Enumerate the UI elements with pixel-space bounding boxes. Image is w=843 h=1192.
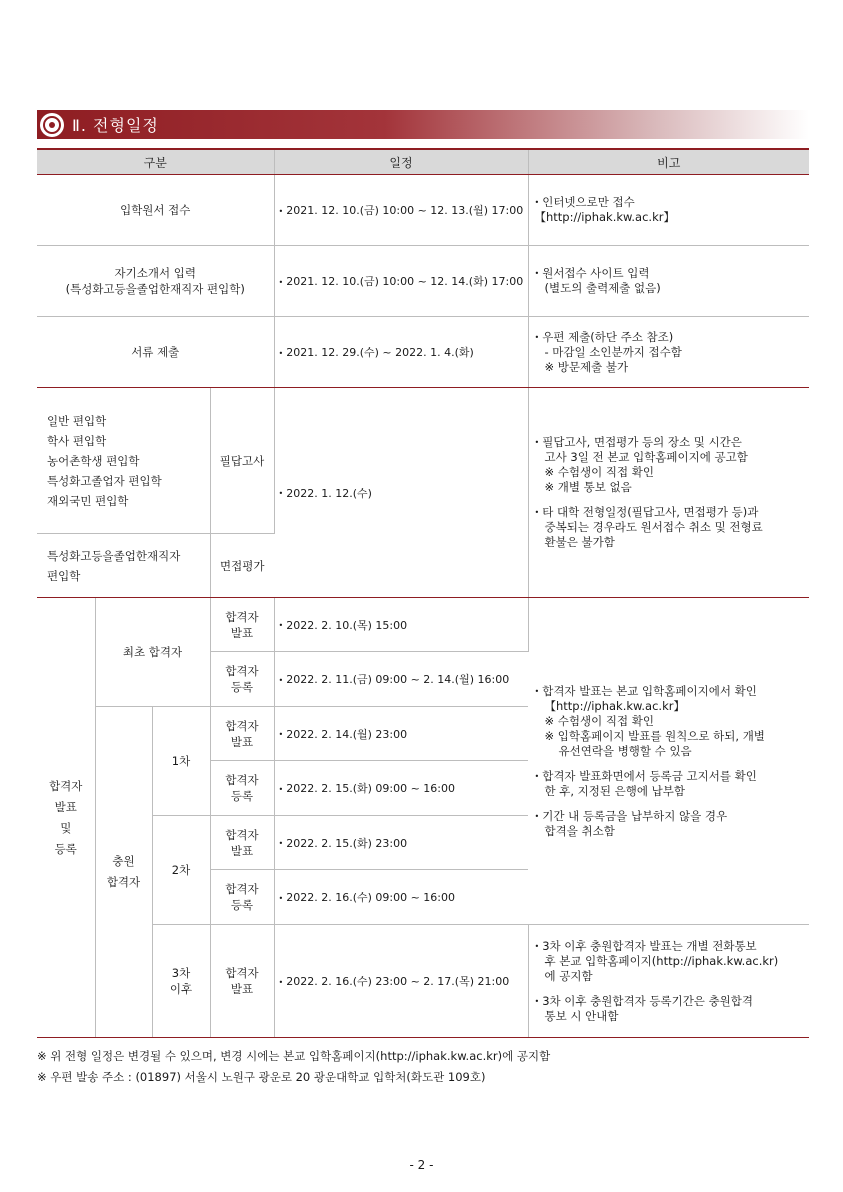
round-2-label: 2차	[152, 816, 210, 925]
application-note: • 인터넷으로만 접수 【http://iphak.kw.ac.kr】	[528, 175, 809, 246]
results-note: • 합격자 발표는 본교 입학홈페이지에서 확인 【http://iphak.kw.ac.kr】 ※ 수험생이 직접 확인 ※ 입학홈페이지 발표를 원칙으로 하되, 개별 유선연락을 병행할 수 있음 • 합격자 발표화면에서 등록금 고지서를 확인 한 후, 지정된 은행에 납부함 • 기간 내 등록금을 납부하지 않을 경우 합격을 취소함	[528, 598, 809, 925]
footnote-mailing-address: ※ 우편 발송 주소 : (01897) 서울시 노원구 광운로 20 광운대학교 입학처(화도관 109호)	[37, 1070, 486, 1084]
special-admission-label: 특성화고등을졸업한재직자 편입학	[37, 534, 210, 598]
register-label: 합격자 등록	[210, 870, 274, 925]
header-remarks: 비고	[528, 149, 809, 175]
section-title: Ⅱ. 전형일정	[72, 116, 159, 135]
register-label: 합격자 등록	[210, 652, 274, 707]
round-1-register-date: • 2022. 2. 15.(화) 09:00 ~ 16:00	[274, 761, 528, 816]
initial-announce-date: • 2022. 2. 10.(목) 15:00	[274, 598, 528, 652]
documents-note: • 우편 제출(하단 주소 참조) - 마감일 소인분까지 접수함 ※ 방문제출 불가	[528, 317, 809, 388]
essay-note: • 원서접수 사이트 입력 (별도의 출력제출 없음)	[528, 246, 809, 317]
announce-label: 합격자 발표	[210, 816, 274, 870]
round-3-note: • 3차 이후 충원합격자 발표는 개별 전화통보 후 본교 입학홈페이지(http://iphak.kw.ac.kr) 에 공지함 • 3차 이후 충원합격자 등록기간은 충원합격 통보 시 안내함	[528, 925, 809, 1038]
documents-label: 서류 제출	[37, 317, 274, 388]
application-date: • 2021. 12. 10.(금) 10:00 ~ 12. 13.(월) 17:00	[274, 175, 528, 246]
exam-note: • 필답고사, 면접평가 등의 장소 및 시간은 고사 3일 전 본교 입학홈페이지에 공고함 ※ 수험생이 직접 확인 ※ 개별 통보 없음 • 타 대학 전형일정(필답고사, 면접평가 등)과 중복되는 경우라도 원서접수 취소 및 전형료 환불은 불가함	[528, 388, 809, 598]
table-row	[37, 246, 809, 317]
additional-admit-label: 충원 합격자	[95, 707, 152, 1038]
round-2-register-date: • 2022. 2. 16.(수) 09:00 ~ 16:00	[274, 870, 528, 925]
section-header	[37, 110, 809, 139]
table-row	[37, 598, 809, 652]
exam-date: • 2022. 1. 12.(수)	[274, 388, 528, 598]
table-row	[37, 388, 809, 534]
table-row	[37, 925, 809, 1038]
footnote-schedule-change: ※ 위 전형 일정은 변경될 수 있으며, 변경 시에는 본교 입학홈페이지(http://iphak.kw.ac.kr)에 공지함	[37, 1049, 551, 1063]
round-3-label: 3차 이후	[152, 925, 210, 1038]
initial-register-date: • 2022. 2. 11.(금) 09:00 ~ 2. 14.(월) 16:00	[274, 652, 528, 707]
page-number: - 2 -	[409, 1158, 434, 1172]
header-category: 구분	[37, 149, 274, 175]
application-label: 입학원서 접수	[37, 175, 274, 246]
header-schedule: 일정	[274, 149, 528, 175]
announce-label: 합격자 발표	[210, 598, 274, 652]
table-row	[37, 175, 809, 246]
round-1-label: 1차	[152, 707, 210, 816]
essay-label: 자기소개서 입력 (특성화고등을졸업한재직자 편입학)	[37, 246, 274, 317]
table-row	[37, 317, 809, 388]
round-3-announce-date: • 2022. 2. 16.(수) 23:00 ~ 2. 17.(목) 21:00	[274, 925, 528, 1038]
round-1-announce-date: • 2022. 2. 14.(월) 23:00	[274, 707, 528, 761]
application-url: 【http://iphak.kw.ac.kr】	[534, 210, 675, 224]
schedule-table	[37, 148, 809, 1038]
documents-date: • 2021. 12. 29.(수) ~ 2022. 1. 4.(화)	[274, 317, 528, 388]
written-exam-label: 필답고사	[210, 388, 274, 534]
round-2-announce-date: • 2022. 2. 15.(화) 23:00	[274, 816, 528, 870]
initial-admit-label: 최초 합격자	[95, 598, 210, 707]
interview-label: 면접평가	[210, 534, 274, 598]
exam-types: 일반 편입학 학사 편입학 농어촌학생 편입학 특성화고졸업자 편입학 재외국민 편입학	[37, 388, 210, 534]
footnotes	[37, 1046, 809, 1088]
announce-label: 합격자 발표	[210, 925, 274, 1038]
results-group-label: 합격자 발표 및 등록	[37, 598, 95, 1038]
register-label: 합격자 등록	[210, 761, 274, 816]
announce-label: 합격자 발표	[210, 707, 274, 761]
university-emblem-icon	[40, 113, 64, 137]
essay-date: • 2021. 12. 10.(금) 10:00 ~ 12. 14.(화) 17:00	[274, 246, 528, 317]
table-header-row	[37, 149, 809, 175]
